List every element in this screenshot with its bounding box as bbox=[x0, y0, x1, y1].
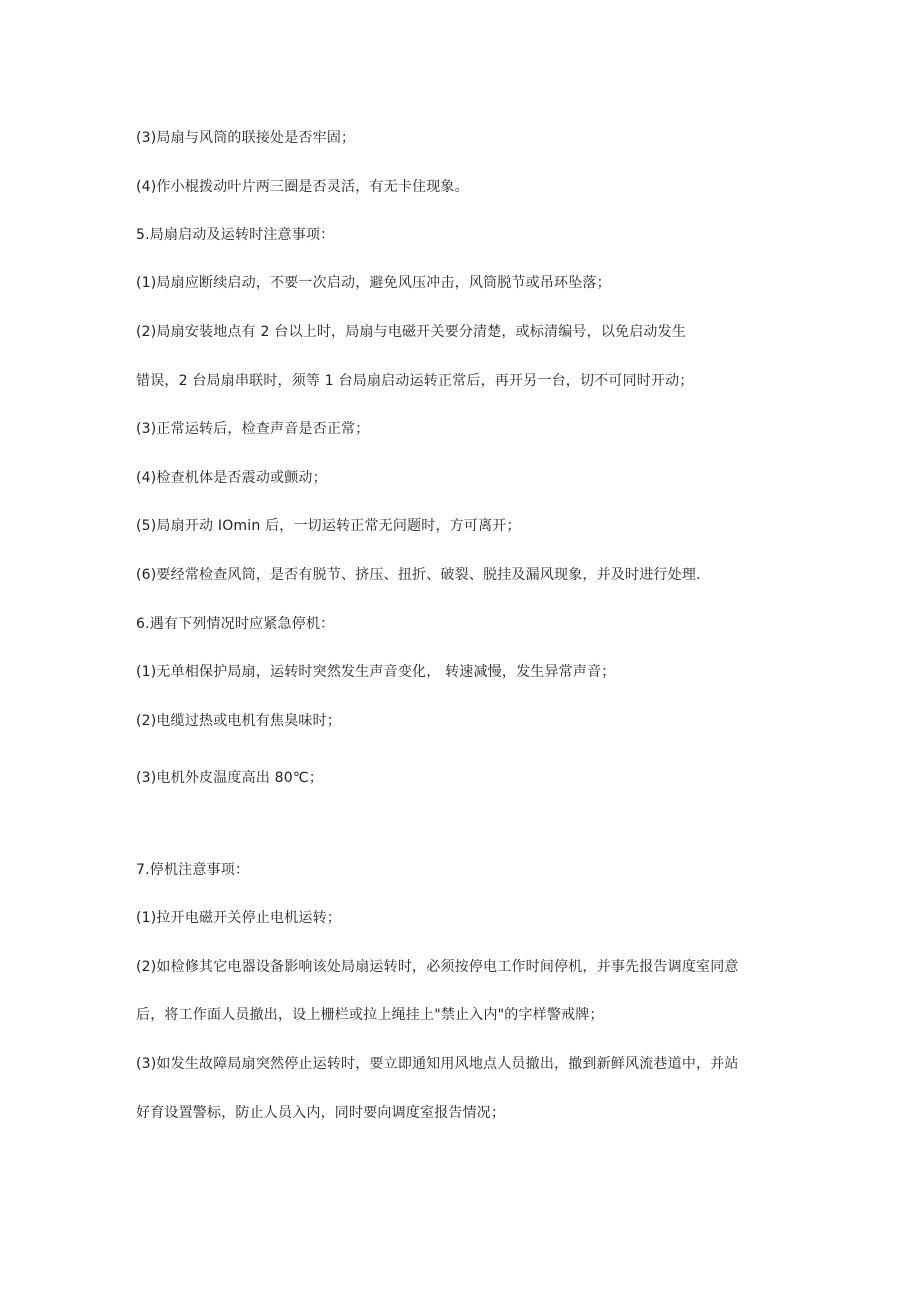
text-line: 错误，2 台局扇串联时，须等 1 台局扇启动运转正常后，再开另一台，切不可同时开动； bbox=[136, 373, 694, 389]
text-line: (2)如检修其它电器设备影响该处局扇运转时，必须按停电工作时间停机，并事先报告调度室同意 bbox=[136, 959, 739, 975]
text-line: (5)局扇开动 IOmin 后，一切运转正常无问题时，方可离开； bbox=[136, 518, 521, 534]
text-line: (4)作小棍拨动叶片两三圈是否灵活，有无卡住现象。 bbox=[136, 179, 469, 195]
section-heading: 6.遇有下列情况时应紧急停机： bbox=[136, 616, 335, 632]
text-line: (2)局扇安装地点有 2 台以上时，局扇与电磁开关要分清楚，或标清编号，以免启动发生 bbox=[136, 324, 687, 340]
text-line: (3)局扇与风筒的联接处是否牢固； bbox=[136, 130, 356, 146]
text-line: (3)电机外皮温度高出 80℃； bbox=[136, 770, 324, 786]
text-line: (3)正常运转后，检查声音是否正常； bbox=[136, 421, 370, 437]
text-line: (6)要经常检查风筒，是否有脱节、挤压、扭折、破裂、脱挂及漏风现象，并及时进行处理. bbox=[136, 567, 701, 583]
text-line: 后，将工作面人员撤出，设上栅栏或拉上绳挂上"禁止入内"的字样警戒牌； bbox=[136, 1007, 604, 1023]
text-line: (1)局扇应断续启动，不要一次启动，避免风压冲击，风筒脱节或吊环坠落； bbox=[136, 275, 611, 291]
text-line: (4)检查机体是否震动或颤动； bbox=[136, 470, 327, 486]
section-heading: 5.局扇启动及运转时注意事项： bbox=[136, 227, 335, 243]
text-line: (3)如发生故障局扇突然停止运转时，要立即通知用风地点人员撤出，撤到新鲜风流巷道中，并站 bbox=[136, 1056, 739, 1072]
text-line: (2)电缆过热或电机有焦臭味时； bbox=[136, 713, 342, 729]
text-line: (1)无单相保护局扇，运转时突然发生声音变化， 转速减慢，发生异常声音； bbox=[136, 664, 616, 680]
text-line: 好育设置警标，防止人员入内，同时要向调度室报告情况； bbox=[136, 1105, 506, 1121]
section-heading: 7.停机注意事项： bbox=[136, 862, 250, 878]
text-line: (1)拉开电磁开关停止电机运转； bbox=[136, 910, 342, 926]
